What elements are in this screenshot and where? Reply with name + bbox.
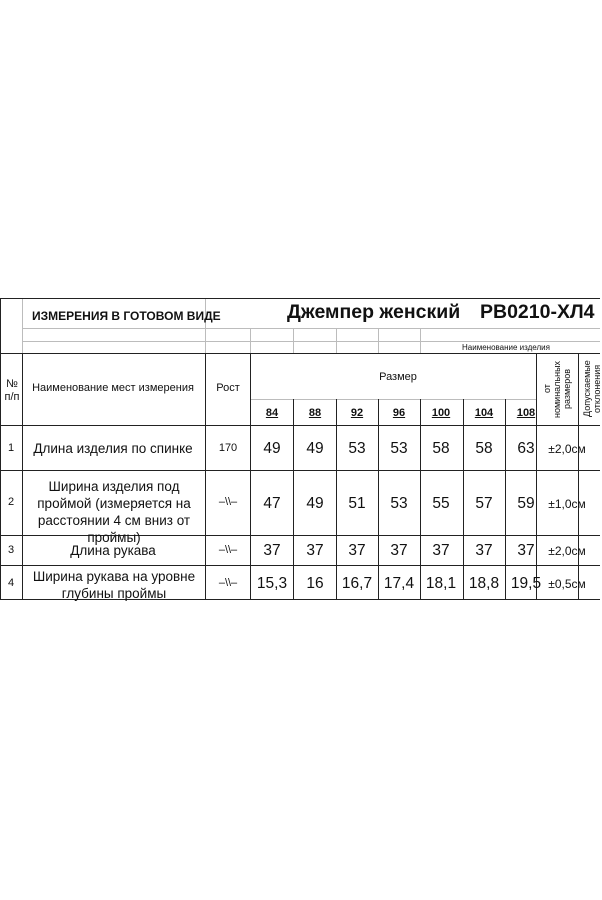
cell-value: 15,3 — [256, 575, 288, 592]
cell-value: 49 — [306, 495, 324, 512]
row-tolerance: ±0,5см — [548, 577, 586, 591]
row-num: 3 — [8, 544, 15, 556]
row-place: Ширина изделия под проймой (измеряется на расстоянии 4 см вниз от проймы) — [37, 479, 191, 545]
border-col-size — [378, 399, 379, 600]
border-col-size — [420, 399, 421, 600]
cell-value: 18,1 — [425, 575, 457, 592]
size-label: 92 — [350, 407, 364, 419]
cell-value: 47 — [263, 495, 281, 512]
cell-value: 37 — [306, 542, 324, 559]
border-col-size — [463, 399, 464, 600]
gridline — [420, 328, 421, 353]
gridline — [250, 328, 251, 353]
gridline — [205, 328, 206, 353]
row-tolerance: ±2,0см — [548, 442, 586, 456]
cell-value: 18,8 — [468, 575, 500, 592]
cell-value: 37 — [263, 542, 281, 559]
border-col-size — [293, 399, 294, 600]
border-col-size — [505, 399, 506, 600]
row-tolerance: ±1,0см — [548, 497, 586, 511]
gridline — [22, 298, 23, 353]
row-height: 170 — [218, 442, 238, 454]
cell-value: 63 — [517, 440, 535, 457]
cell-value: 59 — [517, 495, 535, 512]
cell-value: 17,4 — [383, 575, 415, 592]
size-label: 96 — [392, 407, 406, 419]
gridline — [293, 328, 294, 353]
row-num: 2 — [8, 496, 15, 508]
border-col-place — [205, 353, 206, 600]
border-col-size — [336, 399, 337, 600]
size-label: 84 — [265, 407, 279, 419]
size-chart-sheet — [0, 298, 600, 600]
column-height: Рост — [216, 382, 240, 394]
gridline — [378, 328, 379, 353]
border-col-tol-1 — [536, 353, 537, 600]
row-height: –\\– — [218, 577, 238, 589]
column-num: № п/п — [4, 378, 20, 403]
row-place: Ширина рукава на уровне глубины проймы — [32, 569, 196, 601]
border-top — [0, 298, 600, 299]
border-col-num — [22, 353, 23, 600]
cell-value: 37 — [390, 542, 408, 559]
cell-value: 53 — [348, 440, 366, 457]
size-label: 104 — [474, 407, 494, 419]
size-label: 88 — [308, 407, 322, 419]
row-place: Длина изделия по спинке — [33, 441, 193, 456]
column-nominal: от номинальных размеров — [542, 360, 572, 418]
gridline — [22, 341, 600, 342]
section-title: ИЗМЕРЕНИЯ В ГОТОВОМ ВИДЕ — [32, 309, 221, 323]
gridline — [22, 328, 600, 329]
cell-value: 55 — [432, 495, 450, 512]
cell-value: 58 — [432, 440, 450, 457]
border-row-4 — [0, 565, 600, 566]
border-header — [0, 353, 600, 354]
cell-value: 19,5 — [510, 575, 542, 592]
size-label: 100 — [431, 407, 451, 419]
gridline — [336, 328, 337, 353]
product-label: Наименование изделия — [462, 343, 550, 352]
column-place: Наименование мест измерения — [32, 382, 194, 394]
cell-value: 53 — [390, 440, 408, 457]
column-tolerance: Допускаемые отклонения — [582, 360, 602, 418]
cell-value: 37 — [517, 542, 535, 559]
cell-value: 58 — [475, 440, 493, 457]
cell-value: 16 — [306, 575, 324, 592]
border-col-height — [250, 353, 251, 600]
row-num: 1 — [8, 442, 15, 454]
article-number: РВ0210-ХЛ4 — [480, 301, 595, 323]
row-tolerance: ±2,0см — [548, 544, 586, 558]
cell-value: 49 — [263, 440, 281, 457]
cell-value: 16,7 — [341, 575, 373, 592]
cell-value: 37 — [432, 542, 450, 559]
row-height: –\\– — [218, 496, 238, 508]
column-size: Размер — [379, 371, 417, 383]
border-row-1 — [0, 425, 600, 426]
border-row-2 — [0, 470, 600, 471]
product-name: Джемпер женский — [287, 301, 461, 323]
row-num: 4 — [8, 577, 15, 589]
border-col-tol-2 — [578, 353, 579, 600]
cell-value: 37 — [348, 542, 366, 559]
cell-value: 37 — [475, 542, 493, 559]
cell-value: 49 — [306, 440, 324, 457]
cell-value: 57 — [475, 495, 493, 512]
row-height: –\\– — [218, 544, 238, 556]
size-label: 108 — [516, 407, 536, 419]
border-left — [0, 298, 1, 600]
cell-value: 51 — [348, 495, 366, 512]
row-place: Длина рукава — [70, 543, 156, 558]
cell-value: 53 — [390, 495, 408, 512]
